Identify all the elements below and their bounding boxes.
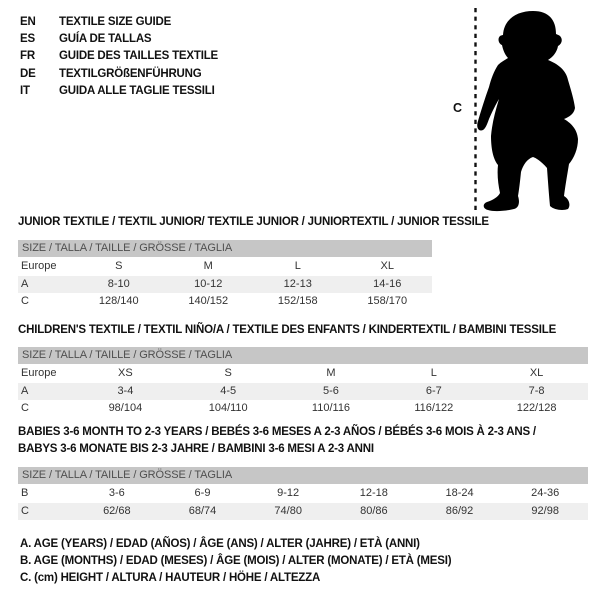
language-code: IT xyxy=(20,85,30,98)
junior-table-title: JUNIOR TEXTILE / TEXTIL JUNIOR/ TEXTILE JUNIOR / JUNIORTEXTIL / JUNIOR TESSILE xyxy=(18,216,489,228)
row-label: C xyxy=(21,402,29,414)
language-row-de xyxy=(20,65,218,82)
height-cell: 140/152 xyxy=(188,295,229,307)
months-cell: 12-18 xyxy=(359,487,388,499)
height-cell: 122/128 xyxy=(516,402,557,414)
age-cell: 10-12 xyxy=(194,277,223,290)
age-cell: 12-13 xyxy=(283,277,312,290)
age-cell: 5-6 xyxy=(323,384,339,397)
language-row-fr xyxy=(20,48,218,65)
row-label: Europe xyxy=(21,367,57,379)
height-cell: 62/68 xyxy=(103,504,131,517)
table-row-age xyxy=(18,383,588,401)
language-row-en xyxy=(20,13,218,30)
children-table-title: CHILDREN'S TEXTILE / TEXTIL NIÑO/A / TEXTILE DES ENFANTS / KINDERTEXTIL / BAMBINI TESSILE xyxy=(18,324,557,336)
height-cell: 158/170 xyxy=(367,295,408,307)
baby-figure xyxy=(477,11,578,211)
months-cell: 6-9 xyxy=(194,487,211,499)
height-cell: 92/98 xyxy=(531,504,559,517)
age-cell: 6-7 xyxy=(425,384,442,397)
height-cell: 80/86 xyxy=(360,504,388,517)
size-cell: XS xyxy=(118,367,133,379)
table-row-height xyxy=(18,400,588,418)
babies-title-line1: BABIES 3-6 MONTH TO 2-3 YEARS / BEBÉS 3-6 MESES A 2-3 AÑOS / BÉBÉS 3-6 MOIS À 2-3 ANS / xyxy=(18,426,536,438)
age-cell: 7-8 xyxy=(528,384,545,397)
table-row-height xyxy=(18,503,588,521)
legend-line-c: C. (cm) HEIGHT / ALTURA / HAUTEUR / HÖHE / ALTEZZA xyxy=(20,572,321,585)
language-title: TEXTILE SIZE GUIDE xyxy=(59,15,172,28)
children-size-table xyxy=(18,347,588,418)
height-cell: 86/92 xyxy=(445,504,474,517)
language-row-es xyxy=(20,30,218,47)
language-code: DE xyxy=(20,67,36,80)
row-label: A xyxy=(21,384,29,397)
table-row-height xyxy=(18,293,432,311)
months-cell: 9-12 xyxy=(277,487,300,499)
table-header-bar: SIZE / TALLA / TAILLE / GRÖSSE / TAGLIA xyxy=(18,347,588,364)
row-label: B xyxy=(21,487,29,499)
language-title: TEXTILGRÖßENFÜHRUNG xyxy=(59,67,202,80)
row-label: C xyxy=(21,504,29,517)
language-row-it xyxy=(20,83,218,100)
table-row-europe xyxy=(18,365,588,383)
height-measure-label: C xyxy=(453,101,463,115)
months-cell: 18-24 xyxy=(445,487,474,499)
language-code: FR xyxy=(20,50,35,63)
age-cell: 8-10 xyxy=(107,277,130,290)
height-cell: 104/110 xyxy=(208,402,248,414)
age-cell: 3-4 xyxy=(117,384,134,397)
legend-line-b: B. AGE (MONTHS) / EDAD (MESES) / ÂGE (MOIS) / ALTER (MONATE) / ETÀ (MESI) xyxy=(20,555,452,568)
babies-size-table xyxy=(18,467,588,520)
months-cell: 3-6 xyxy=(108,487,125,499)
language-title: GUIDA ALLE TAGLIE TESSILI xyxy=(59,85,215,98)
table-header-bar: SIZE / TALLA / TAILLE / GRÖSSE / TAGLIA xyxy=(18,240,432,257)
row-label: C xyxy=(21,295,29,307)
age-cell: 4-5 xyxy=(220,384,237,397)
height-cell: 110/116 xyxy=(311,402,351,414)
table-row-months xyxy=(18,485,588,503)
size-cell: XL xyxy=(380,260,394,272)
table-row-europe xyxy=(18,258,432,276)
months-cell: 24-36 xyxy=(531,487,560,499)
size-cell: L xyxy=(294,260,301,272)
height-cell: 68/74 xyxy=(188,504,217,517)
babies-table-title xyxy=(18,424,536,457)
baby-silhouette-figure xyxy=(450,0,600,215)
legend-line-a: A. AGE (YEARS) / EDAD (AÑOS) / ÂGE (ANS) / ALTER (JAHRE) / ETÀ (ANNI) xyxy=(20,538,420,550)
row-label: A xyxy=(21,277,29,290)
size-cell: M xyxy=(326,367,336,379)
height-cell: 116/122 xyxy=(414,402,454,414)
height-cell: 98/104 xyxy=(108,402,143,414)
legend-block xyxy=(20,536,451,588)
size-cell: S xyxy=(115,260,123,272)
height-cell: 128/140 xyxy=(98,295,139,307)
size-cell: S xyxy=(224,367,232,379)
junior-size-table xyxy=(18,240,432,311)
language-title: GUIDE DES TAILLES TEXTILE xyxy=(59,50,218,63)
language-title-block xyxy=(20,13,218,100)
language-code: ES xyxy=(20,33,35,46)
height-cell: 74/80 xyxy=(274,504,302,517)
size-cell: L xyxy=(430,367,437,379)
table-header-bar: SIZE / TALLA / TAILLE / GRÖSSE / TAGLIA xyxy=(18,467,588,484)
language-title: GUÍA DE TALLAS xyxy=(59,33,152,46)
babies-title-line2: BABYS 3-6 MONATE BIS 2-3 JAHRE / BAMBINI 3-6 MESI A 2-3 ANNI xyxy=(18,442,374,455)
size-cell: M xyxy=(203,260,213,272)
row-label: Europe xyxy=(21,260,57,272)
language-code: EN xyxy=(20,15,36,28)
size-cell: XL xyxy=(529,367,544,379)
height-cell: 152/158 xyxy=(277,295,318,307)
age-cell: 14-16 xyxy=(373,277,402,290)
table-row-age xyxy=(18,276,432,294)
